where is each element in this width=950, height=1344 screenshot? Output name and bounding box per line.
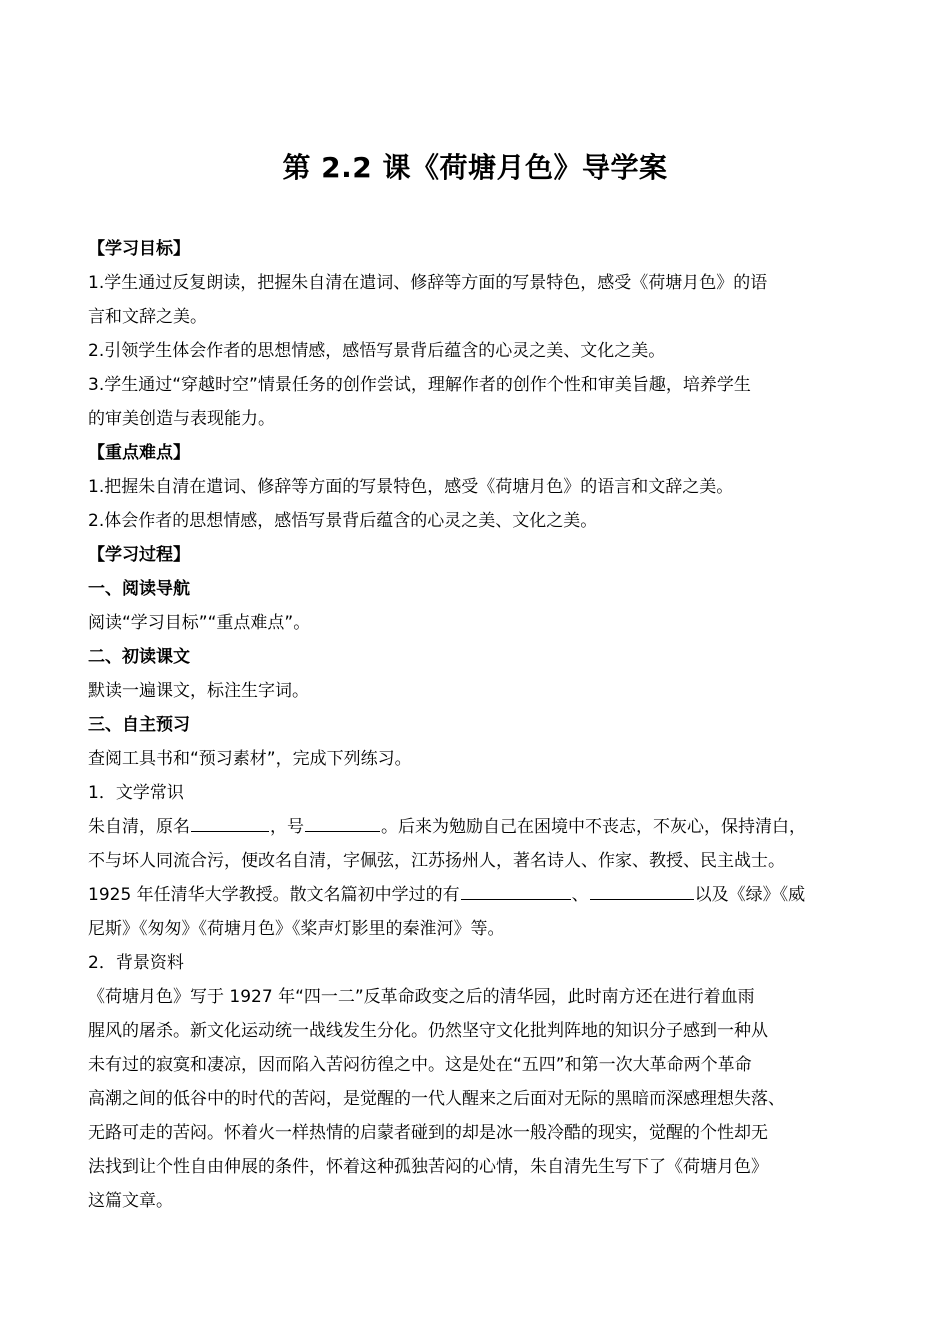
background-line: 高潮之间的低谷中的时代的苦闷，是觉醒的一代人醒来之后面对无际的黑暗而深感理想失落、 xyxy=(88,1089,785,1109)
background-line: 法找到让个性自由伸展的条件，怀着这种孤独苦闷的心情，朱自清先生写下了《荷塘月色》 xyxy=(88,1157,768,1177)
process-heading: 【学习过程】 xyxy=(88,545,190,565)
background-heading: 2．背景资料 xyxy=(88,953,184,973)
document-title: 第 2.2 课《荷塘月色》导学案 xyxy=(282,151,668,184)
objective-line: 言和文辞之美。 xyxy=(88,307,207,327)
key-point-line: 2.体会作者的思想情感，感悟写景背后蕴含的心灵之美、文化之美。 xyxy=(88,511,598,531)
objective-line: 2.引领学生体会作者的思想情感，感悟写景背后蕴含的心灵之美、文化之美。 xyxy=(88,341,666,361)
literature-line-3 xyxy=(88,878,868,912)
background-line: 《荷塘月色》写于 1927 年“四一二”反革命政变之后的清华园，此时南方还在进行着血雨 xyxy=(88,987,755,1007)
literature-text: ，号 xyxy=(270,817,304,837)
key-points-heading: 【重点难点】 xyxy=(88,443,190,463)
literature-line-4: 尼斯》《匆匆》《荷塘月色》《桨声灯影里的秦淮河》等。 xyxy=(88,919,505,939)
background-line: 腥风的屠杀。新文化运动统一战线发生分化。仍然坚守文化批判阵地的知识分子感到一种从 xyxy=(88,1021,768,1041)
section-3-text: 查阅工具书和“预习素材”，完成下列练习。 xyxy=(88,749,412,769)
document-body xyxy=(88,232,868,1218)
section-1-heading: 一、阅读导航 xyxy=(88,579,190,599)
objective-line: 3.学生通过“穿越时空”情景任务的创作尝试，理解作者的创作个性和审美旨趣，培养学生 xyxy=(88,375,751,395)
literature-text: 1925 年任清华大学教授。散文名篇初中学过的有 xyxy=(88,885,460,905)
literature-text: 以及《绿》《威 xyxy=(694,885,806,905)
literature-line-1 xyxy=(88,810,868,844)
section-2-heading: 二、初读课文 xyxy=(88,647,190,667)
section-2-text: 默读一遍课文，标注生字词。 xyxy=(88,681,309,701)
literature-heading: 1．文学常识 xyxy=(88,783,184,803)
literature-text: 、 xyxy=(571,885,589,905)
objectives-heading: 【学习目标】 xyxy=(88,239,190,259)
section-3-heading: 三、自主预习 xyxy=(88,715,190,735)
background-line: 无路可走的苦闷。怀着火一样热情的启蒙者碰到的却是冰一般冷酷的现实，觉醒的个性却无 xyxy=(88,1123,768,1143)
literature-text: 。后来为勉励自己在困境中不丧志，不灰心，保持清白， xyxy=(381,817,806,837)
literature-text: 朱自清，原名 xyxy=(88,817,190,837)
alias-blank[interactable] xyxy=(305,811,380,832)
essay-blank-1[interactable] xyxy=(461,879,571,900)
objective-line: 的审美创造与表现能力。 xyxy=(88,409,275,429)
objective-line: 1.学生通过反复朗读，把握朱自清在遣词、修辞等方面的写景特色，感受《荷塘月色》的语 xyxy=(88,273,768,293)
original-name-blank[interactable] xyxy=(191,811,269,832)
section-1-text: 阅读“学习目标”“重点难点”。 xyxy=(88,613,311,633)
essay-blank-2[interactable] xyxy=(590,879,694,900)
key-point-line: 1.把握朱自清在遣词、修辞等方面的写景特色，感受《荷塘月色》的语言和文辞之美。 xyxy=(88,477,734,497)
background-line: 这篇文章。 xyxy=(88,1191,173,1211)
background-line: 未有过的寂寞和凄凉，因而陷入苦闷彷徨之中。这是处在“五四”和第一次大革命两个革命 xyxy=(88,1055,752,1075)
literature-line-2: 不与坏人同流合污，便改名自清，字佩弦，江苏扬州人，著名诗人、作家、教授、民主战士。 xyxy=(88,851,785,871)
